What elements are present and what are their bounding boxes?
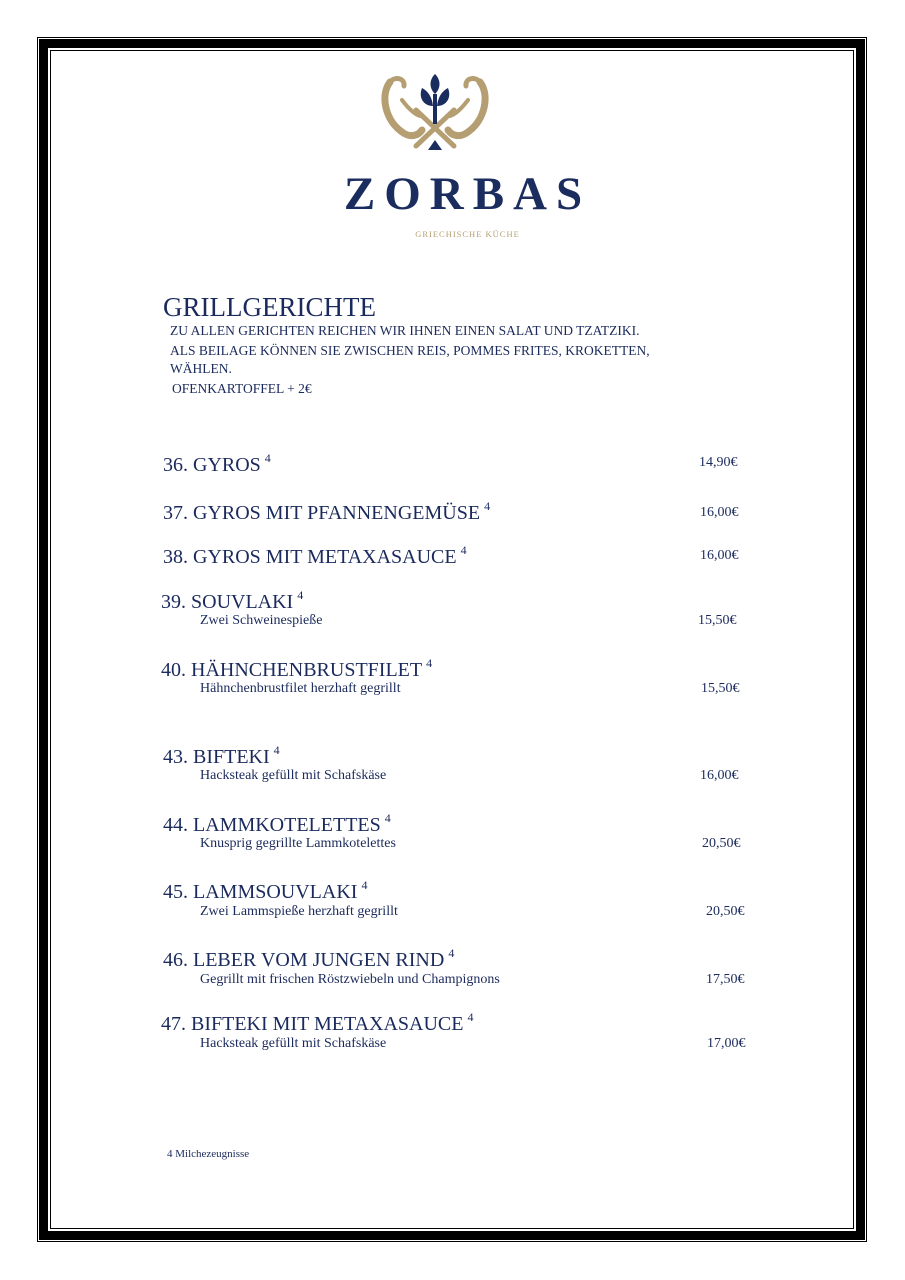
- allergen-footnote: 4 Milchezeugnisse: [167, 1148, 250, 1160]
- allergen-mark: 4: [484, 499, 491, 513]
- item-name: 47. BIFTEKI MIT METAXASAUCE: [161, 1013, 464, 1035]
- brand-tagline: GRIECHISCHE KÜCHE: [415, 229, 520, 239]
- item-price: 15,50€: [701, 681, 740, 696]
- item-description: Knusprig gegrillte Lammkotelettes: [200, 836, 396, 851]
- item-name: 46. LEBER VOM JUNGEN RIND: [163, 949, 445, 971]
- section-note: ZU ALLEN GERICHTEN REICHEN WIR IHNEN EINEN SALAT UND TZATZIKI.: [170, 323, 640, 338]
- item-name: 44. LAMMKOTELETTES: [163, 814, 381, 836]
- item-name: 38. GYROS MIT METAXASAUCE: [163, 546, 457, 568]
- allergen-mark: 4: [460, 543, 467, 557]
- item-price: 17,50€: [706, 972, 745, 987]
- item-description: Zwei Schweinespieße: [200, 613, 323, 628]
- item-description: Hacksteak gefüllt mit Schafskäse: [200, 1036, 387, 1051]
- item-description: Zwei Lammspieße herzhaft gegrillt: [200, 904, 398, 919]
- allergen-mark: 4: [426, 656, 433, 670]
- item-description: Hacksteak gefüllt mit Schafskäse: [200, 768, 387, 783]
- item-price: 20,50€: [702, 836, 741, 851]
- item-description: Hähnchenbrustfilet herzhaft gegrillt: [200, 681, 401, 696]
- brand-name: ZORBAS: [343, 168, 592, 220]
- allergen-mark: 4: [361, 878, 368, 892]
- allergen-mark: 4: [467, 1010, 474, 1024]
- item-name: 40. HÄHNCHENBRUSTFILET: [161, 659, 423, 681]
- item-name: 37. GYROS MIT PFANNENGEMÜSE: [163, 502, 481, 524]
- section-title: GRILLGERICHTE: [163, 292, 376, 322]
- item-price: 17,00€: [707, 1036, 746, 1051]
- item-price: 14,90€: [699, 455, 738, 470]
- item-price: 16,00€: [700, 548, 739, 563]
- item-price: 16,00€: [700, 768, 739, 783]
- item-name: 36. GYROS: [163, 454, 261, 476]
- item-name: 45. LAMMSOUVLAKI: [163, 881, 358, 903]
- allergen-mark: 4: [273, 743, 280, 757]
- item-name: 39. SOUVLAKI: [161, 591, 294, 613]
- allergen-mark: 4: [384, 811, 391, 825]
- item-price: 20,50€: [706, 904, 745, 919]
- olive-branch-crossed-fork-knife-icon: [380, 70, 490, 155]
- section-note: WÄHLEN.: [170, 361, 232, 376]
- allergen-mark: 4: [297, 588, 304, 602]
- page-border-inner: [50, 50, 854, 1229]
- item-price: 15,50€: [698, 613, 737, 628]
- allergen-mark: 4: [264, 451, 271, 465]
- allergen-mark: 4: [448, 946, 455, 960]
- section-note: OFENKARTOFFEL + 2€: [172, 381, 312, 396]
- item-price: 16,00€: [700, 505, 739, 520]
- section-note: ALS BEILAGE KÖNNEN SIE ZWISCHEN REIS, POMMES FRITES, KROKETTEN,: [170, 343, 650, 358]
- item-description: Gegrillt mit frischen Röstzwiebeln und Champignons: [200, 972, 500, 987]
- item-name: 43. BIFTEKI: [163, 746, 270, 768]
